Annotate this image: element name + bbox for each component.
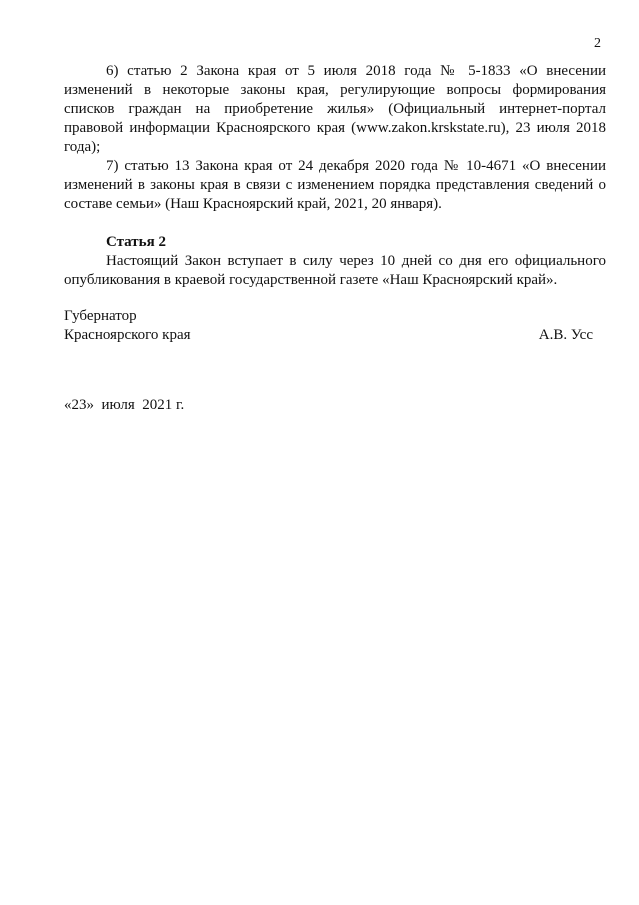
signatory-name: А.В. Усс — [538, 327, 593, 343]
signature-row — [64, 326, 593, 345]
article-2 — [64, 233, 606, 290]
signatory-position-line2: Красноярского края — [64, 327, 191, 343]
article-title: Статья 2 — [106, 234, 166, 250]
signing-date: «23» июля 2021 г. — [64, 397, 185, 413]
page-number: 2 — [594, 36, 601, 51]
article-text: Настоящий Закон вступает в силу через 10 дней со дня его официального опубликования в краевой государственной газете «Наш Красноярский край». — [64, 253, 606, 288]
list-item-6: 6) статью 2 Закона края от 5 июля 2018 года № 5-1833 «О внесении изменений в некоторые законы края, регулирующие вопросы формирования списков граждан на приобретение жилья» (Официальный интернет-портал правовой информации Красноярского края (www.zakon.krskstate.ru), 23 июля 2018 года); — [64, 63, 606, 155]
signatory-position-line1: Губернатор — [64, 308, 137, 324]
list-item-7: 7) статью 13 Закона края от 24 декабря 2020 года № 10-4671 «О внесении изменений в законы края в связи с изменением порядка представления сведений о составе семьи» (Наш Красноярский край, 2021, 20 января). — [64, 158, 606, 212]
signature-block — [64, 307, 593, 345]
document-body — [64, 62, 606, 290]
